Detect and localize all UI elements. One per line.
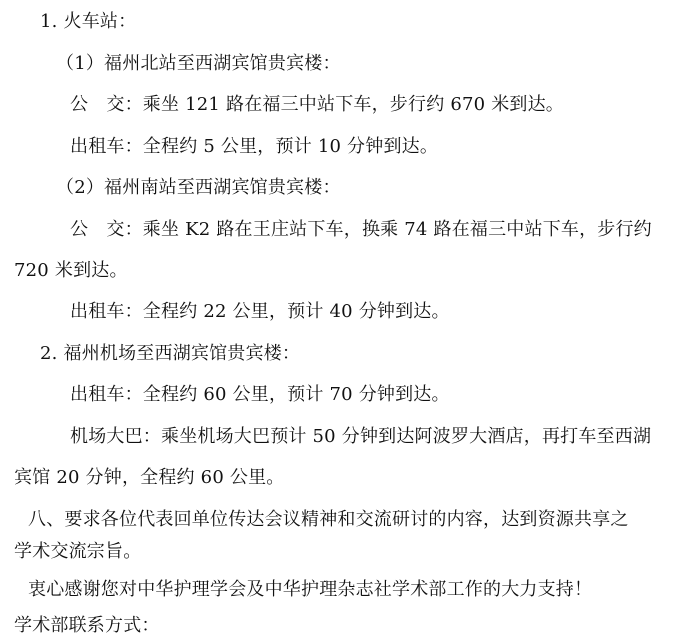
thanks-paragraph: 衷心感谢您对中华护理学会及中华护理杂志社学术部工作的大力支持！ <box>28 579 593 600</box>
subheading-fuzhou-south: （2）福州南站至西湖宾馆贵宾楼： <box>56 177 341 198</box>
bus-route-south-continued: 720 米到达。 <box>14 260 128 281</box>
taxi-route-south: 出租车：全程约 22 公里，预计 40 分钟到达。 <box>70 301 450 322</box>
heading-train-station: 1. 火车站： <box>40 11 137 32</box>
airport-bus-route: 机场大巴：乘坐机场大巴预计 50 分钟到达阿波罗大酒店，再打车至西湖 <box>70 426 652 447</box>
bus-route-north: 公 交：乘坐 121 路在福三中站下车，步行约 670 米到达。 <box>70 94 564 115</box>
subheading-fuzhou-north: （1）福州北站至西湖宾馆贵宾楼： <box>56 53 341 74</box>
section-eight-continued: 学术交流宗旨。 <box>14 541 142 562</box>
taxi-route-north: 出租车：全程约 5 公里，预计 10 分钟到达。 <box>70 136 439 157</box>
contact-heading: 学术部联系方式： <box>14 615 160 636</box>
heading-airport: 2. 福州机场至西湖宾馆贵宾楼： <box>40 343 301 364</box>
section-eight-requirements: 八、要求各位代表回单位传达会议精神和交流研讨的内容，达到资源共享之 <box>28 509 629 530</box>
taxi-route-airport: 出租车：全程约 60 公里，预计 70 分钟到达。 <box>70 384 450 405</box>
airport-bus-route-continued: 宾馆 20 分钟，全程约 60 公里。 <box>14 467 285 488</box>
bus-route-south: 公 交：乘坐 K2 路在王庄站下车，换乘 74 路在福三中站下车，步行约 <box>70 219 652 240</box>
